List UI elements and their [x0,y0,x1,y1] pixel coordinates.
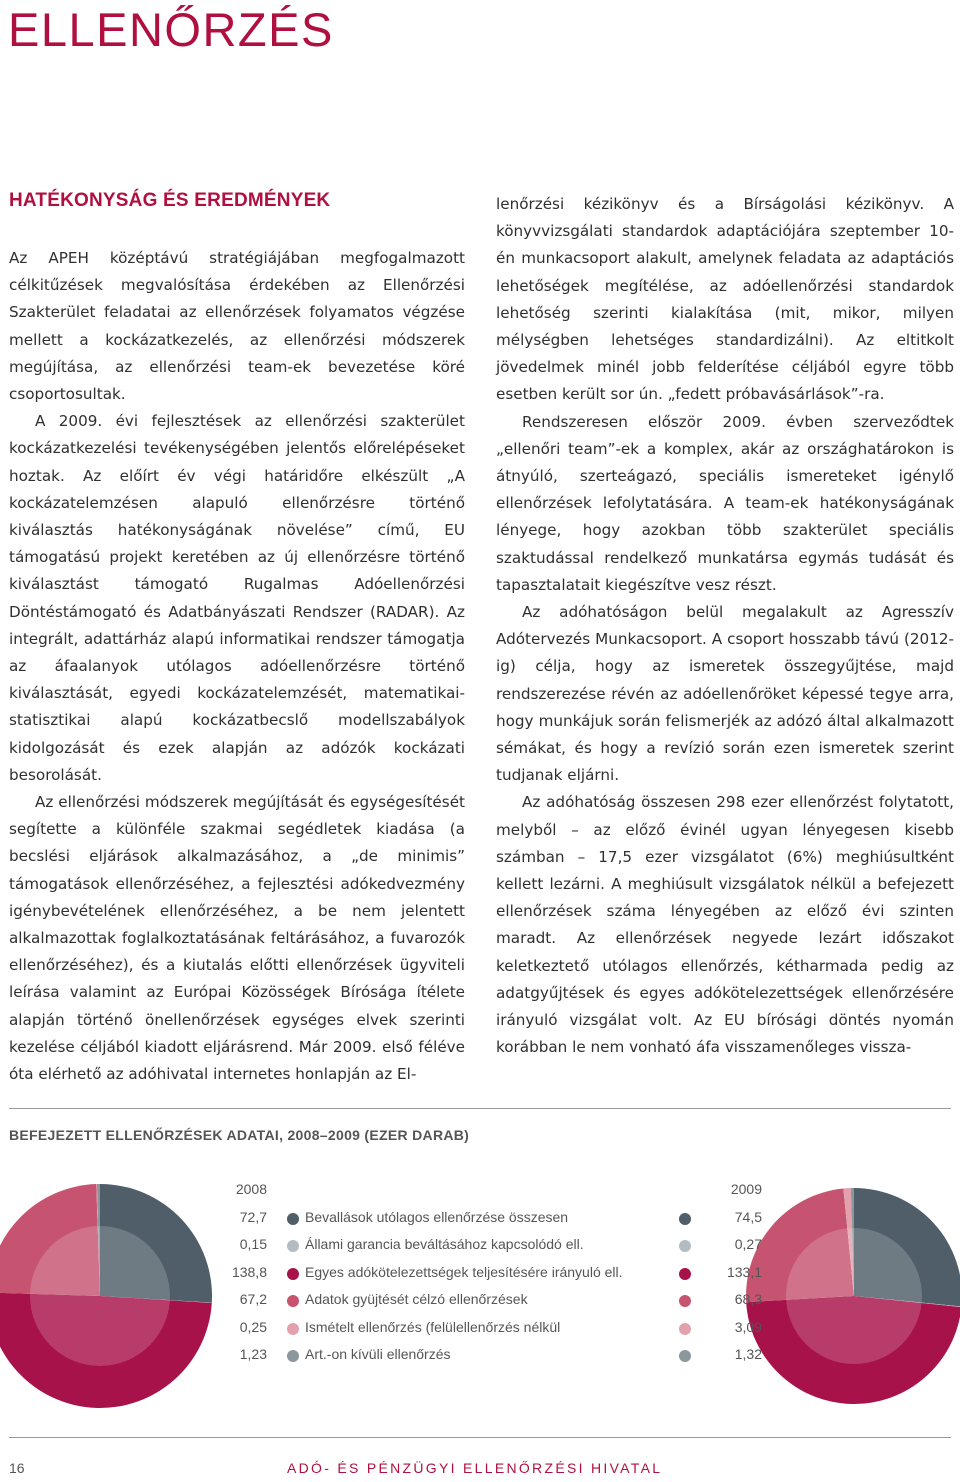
legend-swatch [679,1268,691,1280]
legend-swatch [679,1240,691,1252]
page-title: ELLENŐRZÉS [8,3,334,56]
legend-swatch [287,1295,299,1307]
legend-swatch [679,1350,691,1362]
legend-label: Adatok gyüjtését célzó ellenőrzések [305,1291,528,1308]
table-caption: BEFEJEZETT ELLENŐRZÉSEK ADATAI, 2008–2009 (EZER DARAB) [9,1127,470,1143]
value-2008: 0,25 [239,1318,267,1335]
section-heading: HATÉKONYSÁG ÉS EREDMÉNYEK [9,190,331,211]
paragraph: A 2009. évi fejlesztések az ellenőrzési szakterület kockázatkezelési tevékenységében jelentős előrelépéseket hoztak. Az előírt év végi határidőre elkészült „A kockázatelemzésen alapuló ellenőrzésre történő kiválasztás hatékonyságának növelése” című, EU támogatású projekt keretében az új ellenőrzésre történő kiválasztást támogató Rugalmas Adóellenőrzési Döntéstámogató és Adatbányászati Rendszer (RADAR). Az integrált, adattárház alapú informatikai rendszer támogatja az áfaalanyok utólagos adóellenőrzésre történő kiválasztását, egyedi kockázatelemzését, matematikai-statisztikai alapú kockázatbecslő modellszabályok kidolgozását és ezek alapján az adózók kockázati besorolását. [9,412,465,784]
legend-row [0,1291,960,1318]
paragraph: Rendszeresen először 2009. évben szerveződtek „ellenőri team”-ek a komplex, akár az országhatárokon is átnyúló, szerteágazó, speciális ismereteket igénylő ellenőrzések lefolytatására. A team-ek hatékonyságának lényege, hogy azokban több szakterület speciális szaktudással rendelkező munkatársa egymás tudását és tapasztalatait kiegészítve vesz részt. [496,412,954,594]
legend-swatch [287,1240,299,1252]
value-2009: 133,1 [726,1263,762,1280]
legend-swatch [287,1268,299,1280]
right-column [496,191,954,1062]
left-column [9,245,465,1088]
value-2009: 3,09 [734,1318,762,1335]
value-2008: 138,8 [231,1263,267,1280]
year-label-2008: 2008 [235,1181,267,1197]
value-2008: 1,23 [239,1346,267,1362]
value-2009: 68,3 [734,1291,762,1308]
legend-row [0,1264,960,1291]
value-2008: 0,15 [239,1236,267,1253]
page-number: 16 [9,1460,25,1476]
legend-swatch [287,1213,299,1225]
legend-label: Bevallások utólagos ellenőrzése összesen [305,1209,569,1225]
value-2009: 1,32 [734,1346,762,1362]
value-2009: 74,5 [734,1209,762,1225]
legend-row [0,1236,960,1263]
footer-org: ADÓ- ÉS PÉNZÜGYI ELLENŐRZÉSI HIVATAL [287,1460,663,1476]
legend-row [0,1346,960,1373]
divider [9,1108,951,1109]
value-2009: 0,27 [734,1236,762,1253]
value-2008: 72,7 [239,1209,267,1225]
paragraph: lenőrzési kézikönyv és a Bírságolási kézikönyv. A könyvvizsgálati standardok adaptációjára szeptember 10-én munkacsoport alakult, amelynek feladata az adaptációs lehetőségek megítélése, az adóellenőrzési standardok lehetőség szerinti kialakítása (mit, mikor, milyen mélységben lehetséges standardizálni). Az eltitkolt jövedelmek minél jobb felderítése céljából egyre több esetben került sor ún. „fedett próbavásárlások”-ra. [496,195,954,404]
legend-row [0,1319,960,1346]
paragraph: Az adóhatóságon belül megalakult az Agresszív Adótervezés Munkacsoport. A csoport hosszabb távú (2012-ig) célja, hogy az ismeretek összegyűjtése, majd rendszerezése révén az adóellenőröket képessé tegye arra, hogy munkájuk során felismerjék az adózó által alkalmazott sémákat, és hogy a revízió során ezen ismeretek szerint tudjanak eljárni. [496,603,954,785]
year-label-2009: 2009 [730,1181,762,1197]
legend-swatch [679,1323,691,1335]
paragraph: Az adóhatóság összesen 298 ezer ellenőrzést folytatott, melyből – az előző évinél ugyan lényegesen kisebb számban – 17,5 ezer vizsgálatot (6%) meghiúsultként kellett lezárni. A meghiúsult vizsgálatok nélkül a befejezett ellenőrzések száma lényegében az előző évi szinten maradt. Az ellenőrzések negyede lezárt időszakot keletkeztető utólagos ellenőrzés, kétharmada pedig az adatgyűjtések és egyes adókötelezettségek ellenőrzésére irányuló vizsgálat volt. Az EU bírósági döntés nyomán korábban le nem vonható áfa visszamenőleges vissza- [496,793,954,1057]
legend-label: Art.-on kívüli ellenőrzés [305,1346,451,1362]
legend-swatch [287,1350,299,1362]
legend-label: Állami garancia beváltásához kapcsolódó ell. [305,1236,584,1253]
value-2008: 67,2 [239,1291,267,1308]
legend-label: Egyes adókötelezettségek teljesítésére irányuló ell. [305,1263,623,1280]
paragraph: Az APEH középtávú stratégiájában megfogalmazott célkitűzések megvalósítása érdekében az Ellenőrzési Szakterület feladatai az ellenőrzések folyamatos végzése mellett a kockázatkezelés, az ellenőrzési módszerek megújítása, az ellenőrzési team-ek bevezetése köré csoportosultak. [9,249,465,404]
legend-swatch [679,1213,691,1225]
legend-swatch [679,1295,691,1307]
legend-swatch [287,1323,299,1335]
paragraph: Az ellenőrzési módszerek megújítását és egységesítését segítette a különféle szakmai segédletek kiadása (a becslési eljárások alkalmazásához, a „de minimis” támogatások ellenőrzéséhez, a fejlesztési adókedvezmény igénybevételének ellenőrzéséhez, a be nem jelentett alkalmazottak foglalkoztatásának feltárásához, a fuvarozók ellenőrzéséhez), és a kiutalás előtti ellenőrzések ügyviteli leírása valamint az Európai Közösségek Bírósága ítélete alapján történő önellenőrzések egységes elvek szerinti kezelése céljából kiadott eljárásrend. Már 2009. első félévе óta elérhető az adóhivatal internetes honlapján az El- [9,793,465,1084]
legend-label: Ismételt ellenőrzés (felülellenőrzés nélkül [305,1318,561,1335]
legend-row [0,1209,960,1236]
divider [9,1437,951,1438]
